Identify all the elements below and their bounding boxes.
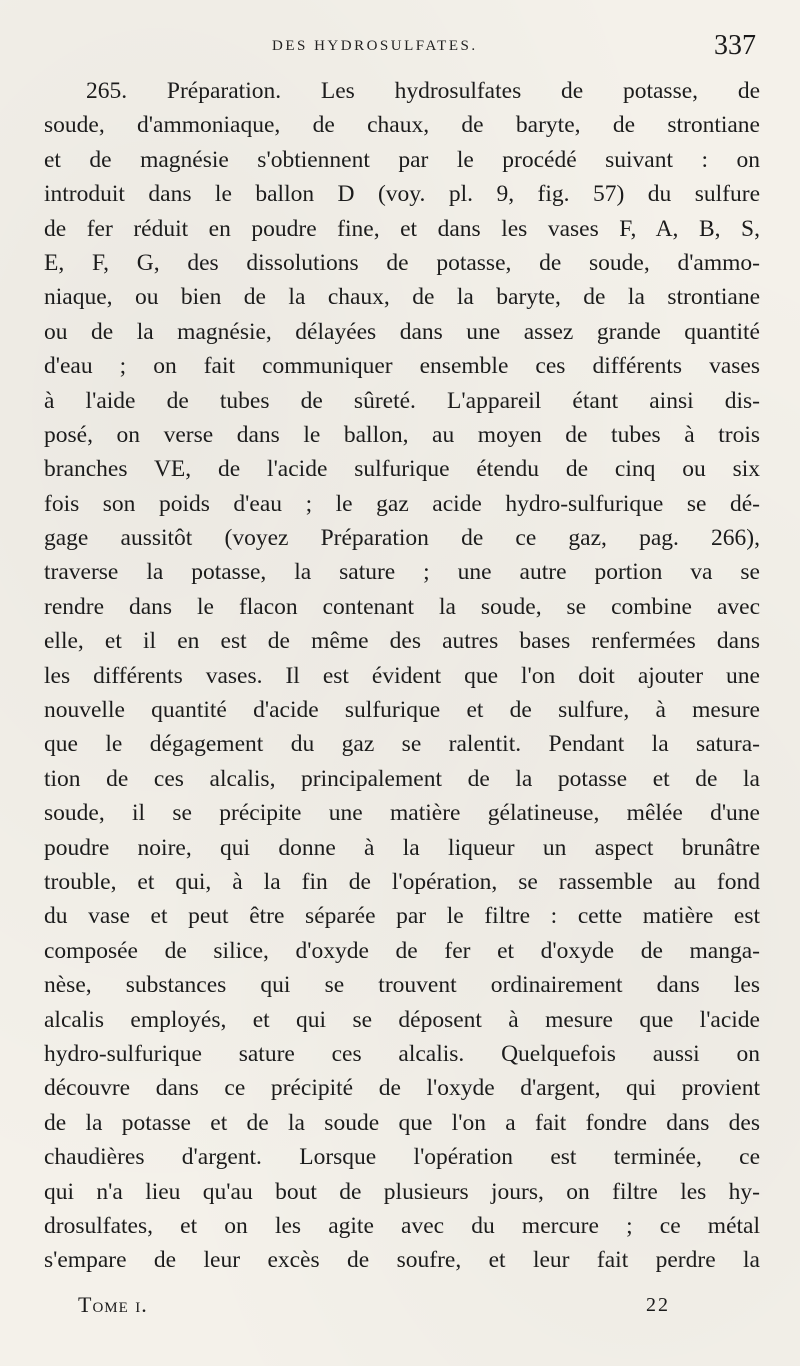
text-line: à l'aide de tubes de sûreté. L'appareil étant ainsi dis- <box>44 387 760 414</box>
text-line: traverse la potasse, la sature ; une autre portion va se <box>44 559 760 586</box>
running-head <box>0 30 800 64</box>
text-line: tion de ces alcalis, principalement de la potasse et de la <box>44 765 760 792</box>
text-line: E, F, G, des dissolutions de potasse, de soude, d'ammo- <box>44 249 760 276</box>
page-number: 337 <box>714 30 756 61</box>
text-line: poudre noire, qui donne à la liqueur un aspect brunâtre <box>44 834 760 861</box>
text-line: composée de silice, d'oxyde de fer et d'oxyde de manga- <box>44 937 760 964</box>
page-footer <box>0 1292 800 1328</box>
text-line: alcalis employés, et qui se déposent à mesure que l'acide <box>44 1006 760 1033</box>
text-line: nouvelle quantité d'acide sulfurique et de sulfure, à mesure <box>44 697 760 724</box>
text-line: posé, on verse dans le ballon, au moyen de tubes à trois <box>44 421 760 448</box>
text-line: ou de la magnésie, délayées dans une assez grande quantité <box>44 318 760 345</box>
text-line: qui n'a lieu qu'au bout de plusieurs jours, on filtre les hy- <box>44 1178 760 1205</box>
text-line: chaudières d'argent. Lorsque l'opération est terminée, ce <box>44 1144 760 1171</box>
text-line: rendre dans le flacon contenant la soude, se combine avec <box>44 593 760 620</box>
text-line: de fer réduit en poudre fine, et dans les vases F, A, B, S, <box>44 215 760 242</box>
text-line: hydro-sulfurique sature ces alcalis. Quelquefois aussi on <box>44 1040 760 1067</box>
volume-mark: Tome i. <box>78 1292 148 1317</box>
text-line: les différents vases. Il est évident que l'on doit ajouter une <box>44 662 760 689</box>
text-line: soude, il se précipite une matière gélatineuse, mêlée d'une <box>44 800 760 827</box>
text-line: drosulfates, et on les agite avec du mercure ; ce métal <box>44 1212 760 1239</box>
text-line: nèse, substances qui se trouvent ordinairement dans les <box>44 972 760 999</box>
text-line: d'eau ; on fait communiquer ensemble ces différents vases <box>44 353 760 380</box>
text-line: découvre dans ce précipité de l'oxyde d'argent, qui provient <box>44 1075 760 1102</box>
text-line: branches VE, de l'acide sulfurique étendu de cinq ou six <box>44 456 760 483</box>
text-line: 265. Préparation. Les hydrosulfates de potasse, de <box>86 78 760 104</box>
running-title: DES HYDROSULFATES. <box>272 38 478 54</box>
text-line: trouble, et qui, à la fin de l'opération, se rassemble au fond <box>44 868 760 895</box>
signature-mark: 22 <box>646 1294 670 1316</box>
text-line: niaque, ou bien de la chaux, de la baryte, de la strontiane <box>44 284 760 311</box>
text-line: s'empare de leur excès de soufre, et leur fait perdre la <box>44 1247 760 1274</box>
text-line: de la potasse et de la soude que l'on a fait fondre dans des <box>44 1109 760 1136</box>
text-line: elle, et il en est de même des autres bases renfermées dans <box>44 628 760 655</box>
body-text <box>44 74 760 1278</box>
text-line: gage aussitôt (voyez Préparation de ce gaz, pag. 266), <box>44 525 760 552</box>
text-line: et de magnésie s'obtiennent par le procédé suivant : on <box>44 146 760 173</box>
text-line: que le dégagement du gaz se ralentit. Pendant la satura- <box>44 731 760 758</box>
text-line: introduit dans le ballon D (voy. pl. 9, fig. 57) du sulfure <box>44 181 760 208</box>
text-line: soude, d'ammoniaque, de chaux, de baryte, de strontiane <box>44 112 760 139</box>
text-line: fois son poids d'eau ; le gaz acide hydro-sulfurique se dé- <box>44 490 760 517</box>
text-line: du vase et peut être séparée par le filtre : cette matière est <box>44 903 760 930</box>
